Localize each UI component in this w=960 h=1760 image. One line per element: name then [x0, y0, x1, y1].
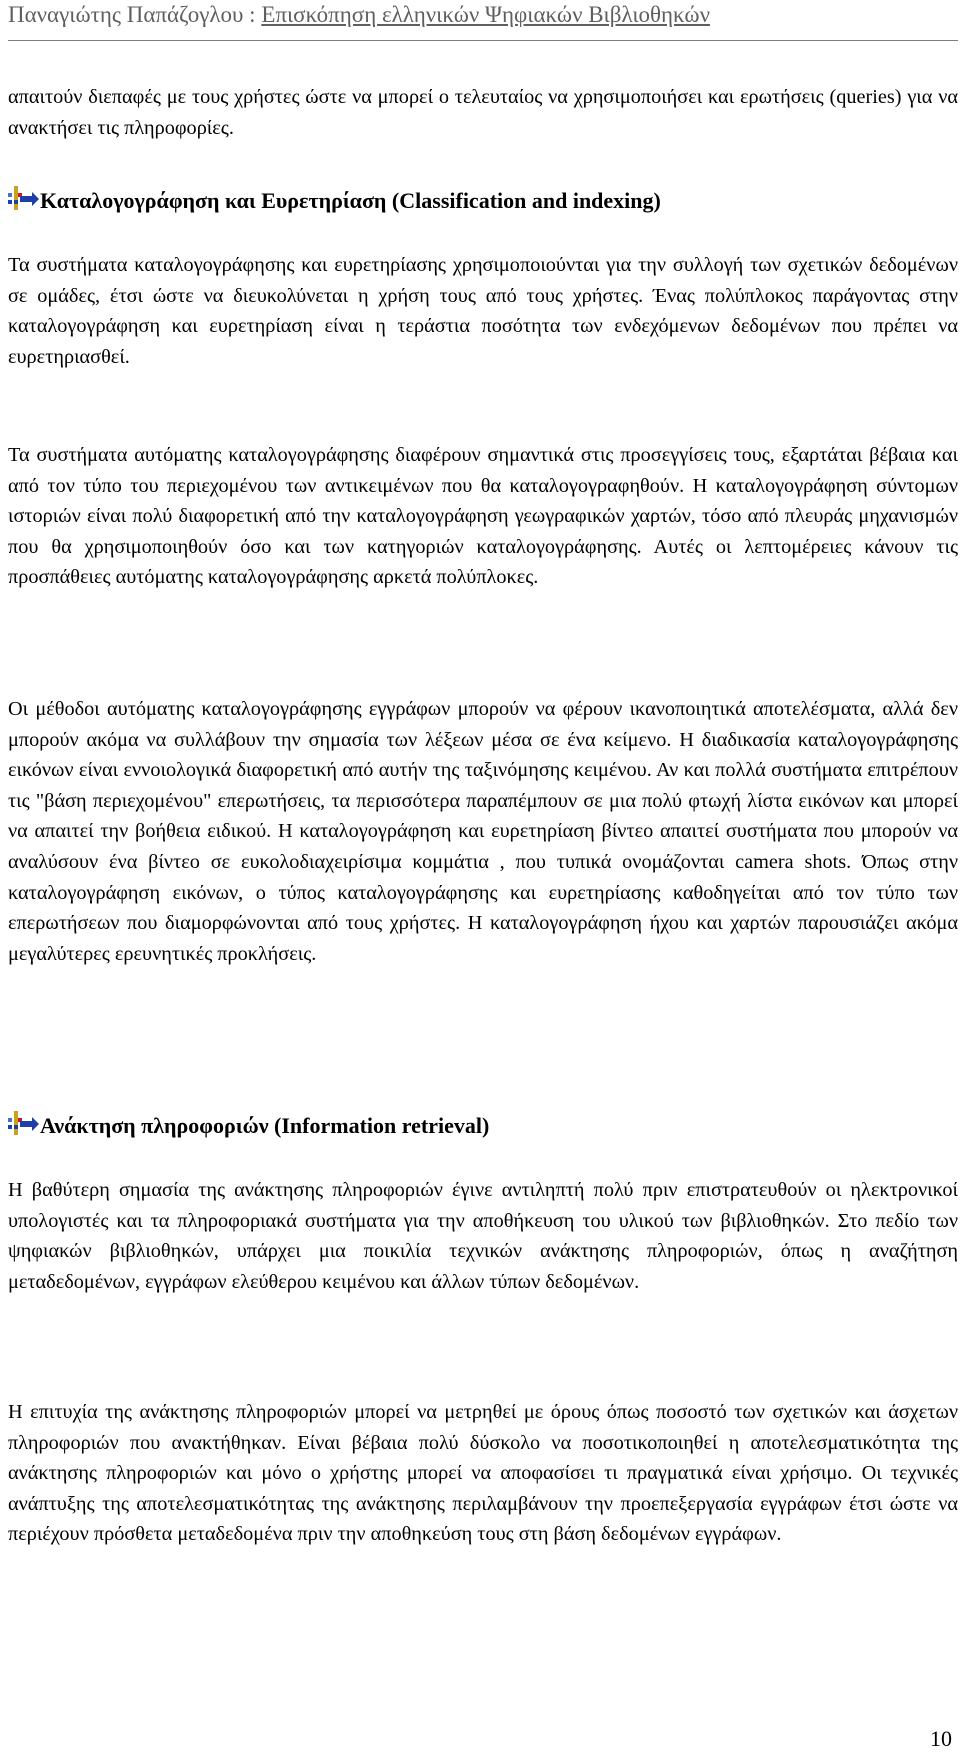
section-retrieval-body: [8, 1175, 958, 1297]
paragraph: απαιτούν διεπαφές με τους χρήστες ώστε να μπορεί ο τελευταίος να χρησιμοποιήσει και ερωτήσεις (queries) για να ανακτήσει τις πληροφορίες.: [8, 86, 958, 139]
intro-paragraph: [8, 82, 958, 143]
paragraph: Η επιτυχία της ανάκτησης πληροφοριών μπορεί να μετρηθεί με όρους όπως ποσοστό των σχετικών και άσχετων πληροφοριών που ανακτήθηκαν. Είναι βέβαια πολύ δύσκολο να ποσοτικοποιηθεί η αποτελεσματικότητα της ανάκτησης πληροφοριών και μόνο ο χρήστης μπορεί να αποφασίσει τι πραγματικά είναι χρήσιμο. Οι τεχνικές ανάπτυξης της αποτελεσματικότητας της ανάκτησης περιλαμβάνουν την προεπεξεργασία εγγράφων έτσι ώστε να περιέχουν πρόσθετα μεταδεδομένα πριν την αποθηκεύση τους στη βάση δεδομένων εγγράφων.: [8, 1401, 958, 1546]
section-heading-text: Ανάκτηση πληροφοριών (Information retrieval): [40, 1113, 490, 1138]
paragraph: Η βαθύτερη σημασία της ανάκτησης πληροφοριών έγινε αντιληπτή πολύ πριν επιστρατευθούν οι ηλεκτρονικοί υπολογιστές και τα πληροφοριακά συστήματα για την αποθήκευση του υλικού των βιβλιοθηκών. Στο πεδίο των ψηφιακών βιβλιοθηκών, υπάρχει μια ποικιλία τεχνικών ανάκτησης πληροφοριών, όπως η αναζήτηση μεταδεδομένων, εγγράφων ελεύθερου κειμένου και άλλων τύπων δεδομένων.: [8, 1179, 958, 1293]
page-number: 10: [930, 1726, 952, 1751]
paragraph: Τα συστήματα αυτόματης καταλογογράφησης διαφέρουν σημαντικά στις προσεγγίσεις τους, εξαρτάται βέβαια και από τον τύπο του περιεχομένου των αντικειμένων που θα καταλογογραφηθούν. Η καταλογογράφηση σύντομων ιστοριών είναι πολύ διαφορετική από την καταλογογράφηση γεωγραφικών χαρτών, τόσο από πλευράς μηχανισμών που θα χρησιμοποιηθούν όσο και των κατηγοριών καταλογογράφησης. Αυτές οι λεπτομέρειες κάνουν τις προσπάθειες αυτόματης καταλογογράφησης αρκετά πολύπλοκες.: [8, 444, 958, 589]
paragraph: Τα συστήματα καταλογογράφησης και ευρετηρίασης χρησιμοποιούνται για την συλλογή των σχετικών δεδομένων σε ομάδες, έτσι ώστε να διευκολύνεται η χρήση τους από τους χρήστες. Ένας πολύπλοκος παράγοντας στην καταλογογράφηση και ευρετηρίαση είναι η τεράστια ποσότητα των ενδεχόμενων δεδομένων που πρέπει να ευρετηριασθεί.: [8, 254, 958, 368]
paragraph: Οι μέθοδοι αυτόματης καταλογογράφησης εγγράφων μπορούν να φέρουν ικανοποιητικά αποτελέσματα, αλλά δεν μπορούν ακόμα να συλλάβουν την σημασία των λέξεων μέσα σε ένα κείμενο. Η διαδικασία καταλογογράφησης εικόνων είναι εννοιολογικά διαφορετική από αυτήν της ταξινόμησης κειμένου. Αν και πολλά συστήματα επιτρέπουν τις "βάση περιεχομένου" επερωτήσεις, τα περισσότερα παραπέμπουν σε μια πολύ φτωχή λίστα εικόνων και μπορεί να απαιτεί την βοήθεια ειδικού. Η καταλογογράφηση και ευρετηρίαση βίντεο απαιτεί συστήματα που μπορούν να αναλύσουν ένα βίντεο σε ευκολοδιαχειρίσιμα κομμάτια , που τυπικά ονομάζονται camera shots. Όπως στην καταλογογράφηση εικόνων, ο τύπος καταλογογράφησης και ευρετηρίασης καθοδηγείται από τον τύπο των επερωτήσεων που διαμορφώνονται από τους χρήστες. Η καταλογογράφηση ήχου και χαρτών παρουσιάζει ακόμα μεγαλύτερες ερευνητικές προκλήσεις.: [8, 698, 958, 965]
section-classification-body: [8, 694, 958, 969]
running-header: [8, 2, 958, 28]
bullet-arrow-icon: [8, 1111, 40, 1137]
section-heading-classification: [8, 186, 958, 216]
section-heading-text: Καταλογογράφηση και Ευρετηρίαση (Classification and indexing): [40, 188, 661, 213]
section-heading-retrieval: [8, 1111, 958, 1141]
header-rule: [8, 40, 958, 41]
section-classification-body: [8, 250, 958, 372]
section-retrieval-body: [8, 1397, 958, 1550]
section-classification-body: [8, 440, 958, 593]
header-author: Παναγιώτης Παπάζογλου :: [8, 2, 262, 27]
header-title: Επισκόπηση ελληνικών Ψηφιακών Βιβλιοθηκών: [261, 2, 710, 27]
bullet-arrow-icon: [8, 186, 40, 212]
